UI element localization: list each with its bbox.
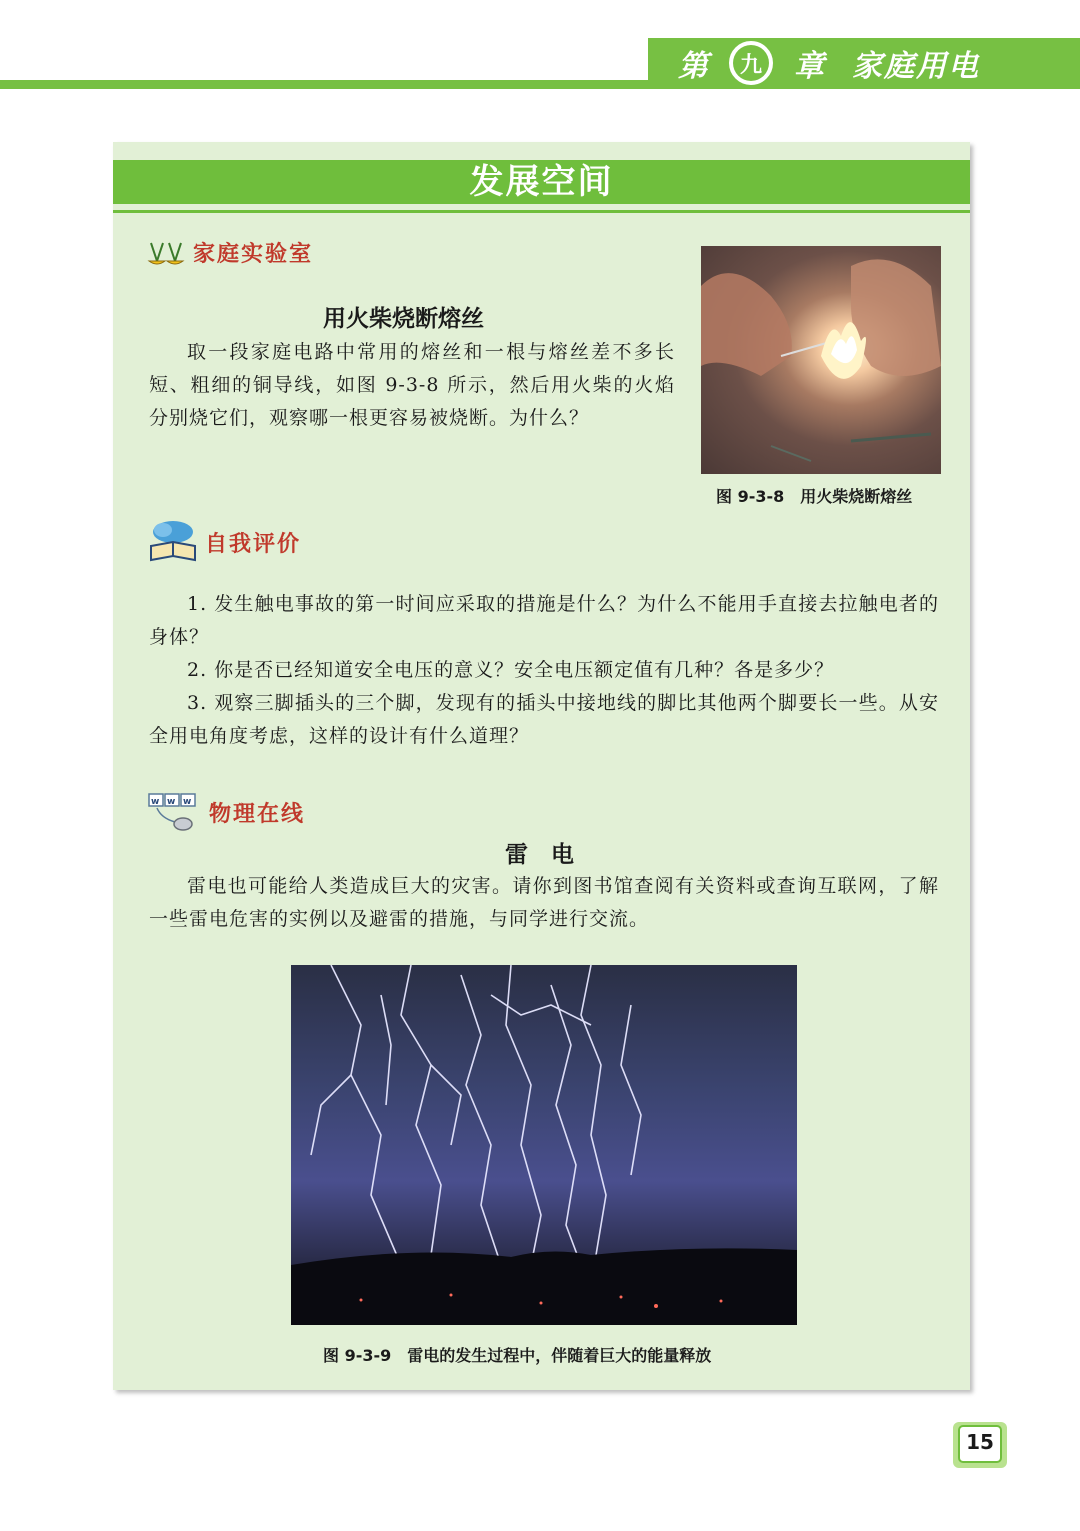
self-eval-section-heading [147, 520, 301, 564]
chapter-suffix: 章 [794, 49, 824, 84]
lab-title: 用火柴烧断熔丝 [323, 306, 484, 332]
online-title: 雷 电 [505, 841, 574, 868]
svg-text:w: w [167, 797, 178, 807]
book-cloud-icon [147, 520, 199, 564]
chapter-title: 家庭用电 [852, 49, 980, 84]
lab-text: 取一段家庭电路中常用的熔丝和一根与熔丝差不多长短、粗细的铜导线，如图 9-3-8 所示，然后用火柴的火焰分别烧它们，观察哪一根更容易被烧断。为什么？ [149, 341, 675, 429]
online-text-block [149, 870, 939, 936]
chapter-prefix: 第 [678, 49, 708, 84]
lightning-photo [291, 965, 797, 1325]
chapter-number: 九 [733, 45, 769, 81]
self-eval-item: 1. 发生触电事故的第一时间应采取的措施是什么？为什么不能用手直接去拉触电者的身体？ [149, 593, 939, 648]
panel-title: 发展空间 [113, 160, 970, 204]
match-burning-fuse-photo [701, 246, 941, 474]
self-eval-item: 2. 你是否已经知道安全电压的意义？安全电压额定值有几种？各是多少？ [187, 659, 835, 681]
lab-section-label: 家庭实验室 [193, 242, 314, 267]
self-eval-list [149, 588, 939, 753]
online-section-label: 物理在线 [209, 801, 306, 827]
panel-title-rule [113, 210, 970, 213]
chapter-number-badge [726, 38, 776, 88]
online-text: 雷电也可能给人类造成巨大的灾害。请你到图书馆查阅有关资料或查询互联网，了解一些雷电危害的实例以及避雷的措施，与同学进行交流。 [149, 875, 939, 930]
self-eval-section-label: 自我评价 [205, 531, 302, 557]
page-number-badge [951, 1420, 1009, 1470]
lab-text-block [149, 336, 675, 435]
svg-text:w: w [183, 797, 194, 807]
figure-9-3-8-caption: 图 9-3-8 用火柴烧断熔丝 [716, 487, 913, 506]
figure-9-3-9-caption: 图 9-3-9 雷电的发生过程中，伴随着巨大的能量释放 [323, 1346, 712, 1365]
page-number: 15 [966, 1430, 994, 1454]
development-panel [113, 142, 970, 1390]
chapter-header [648, 38, 1080, 88]
self-eval-item: 3. 观察三脚插头的三个脚，发现有的插头中接地线的脚比其他两个脚要长一些。从安全用电角度考虑，这样的设计有什么道理？ [149, 692, 939, 747]
lab-section-heading [147, 237, 313, 268]
www-mouse-icon [147, 792, 203, 832]
balance-scale-icon [147, 239, 187, 267]
online-section-heading [147, 792, 305, 832]
svg-text:w: w [151, 797, 162, 807]
